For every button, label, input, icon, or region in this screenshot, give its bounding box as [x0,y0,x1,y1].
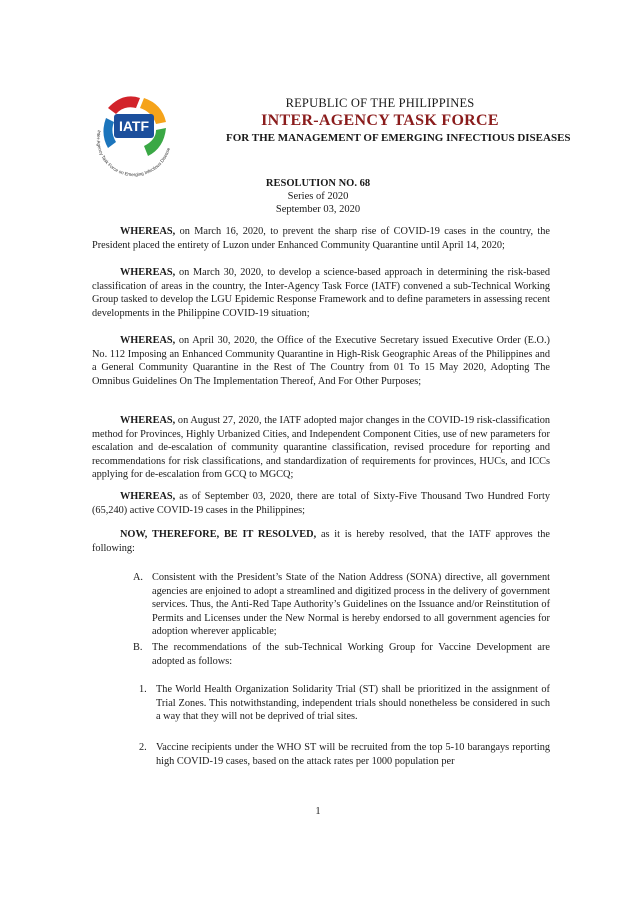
item-text: The World Health Organization Solidarity Trial (ST) shall be prioritized in the assignment of Trial Zones. This notwithstanding, independent trials should nonetheless be considered in such a way that they will not be deprived of trial sites. [156,684,550,722]
page-number: 1 [315,806,321,817]
republic-heading: REPUBLIC OF THE PHILIPPINES [285,96,475,110]
whereas-clause: WHEREAS, on March 30, 2020, to develop a science-based approach in determining the risk-based classification of areas in the country, the Inter-Agency Task Force (IATF) convened a sub-Technical Working Group tasked to develop the LGU Epidemic Response Framework and to define parameters in assessing recent developments in the Philippine COVID-19 situation; [92,267,550,319]
iatf-emblem-icon [78,78,188,188]
resolution-block [0,177,636,216]
resolution-number: RESOLUTION NO. 68 [265,178,371,189]
document-header [190,96,570,144]
numbered-item [139,741,550,768]
list-item [133,571,550,639]
item-text: The recommendations of the sub-Technical Working Group for Vaccine Development are adopted as follows: [152,642,550,667]
whereas-clause: WHEREAS, on April 30, 2020, the Office of the Executive Secretary issued Executive Order (E.O.) No. 112 Imposing an Enhanced Community Quarantine in High-Risk Geographic Areas of the Philippines and a General Community Quarantine in the Rest of The Country from 01 To 15 May 2020, Adopting The Omnibus Guidelines On The Implementation Thereof, And For Other Purposes; [92,335,550,387]
whereas-clause: WHEREAS, as of September 03, 2020, there are total of Sixty-Five Thousand Two Hundred Forty (65,240) active COVID-19 cases in the Philippines; [92,491,550,516]
svg-text:Inter-Agency Task Force on Eme: Inter-Agency Task Force on Emerging Infectious Disease [95,129,171,178]
item-marker: 1. [139,684,147,695]
item-marker: A. [133,572,144,583]
item-marker: 2. [139,742,147,753]
item-text: Consistent with the President’s State of the Nation Address (SONA) directive, all government agencies are enjoined to adopt a streamlined and digitized process in the delivery of government services. Thus, the Anti-Red Tape Authority’s Guidelines on the Issuance and/or Reinstitution of Permits and Licenses under the New Normal is hereby endorsed to all government agencies for adoption wherever applicable; [152,572,550,637]
agency-subheading: FOR THE MANAGEMENT OF EMERGING INFECTIOUS DISEASES [226,132,571,144]
agency-heading: INTER-AGENCY TASK FORCE [261,112,499,129]
whereas-clause: WHEREAS, on August 27, 2020, the IATF adopted major changes in the COVID-19 risk-classification method for Provinces, Highly Urbanized Cities, and Independent Component Cities, use of new parameters for escalation and de-escalation of community quarantine classification, revised procedure for reporting and recommendations for risk classifications, and standardization of requirements for provinces, HUCs, and ICCs applying for de-escalation from GCQ to MGCQ; [92,415,550,480]
numbered-item [139,683,550,724]
svg-text:IATF: IATF [118,118,150,134]
resolution-date: September 03, 2020 [275,204,361,215]
whereas-clause: WHEREAS, on March 16, 2020, to prevent the sharp rise of COVID-19 cases in the country, the President placed the entirety of Luzon under Enhanced Community Quarantine until April 14, 2020; [92,226,550,251]
resolved-clause: NOW, THEREFORE, BE IT RESOLVED, as it is hereby resolved, that the IATF approves the following: [92,529,550,554]
item-marker: B. [133,642,143,653]
iatf-logo [78,78,188,188]
resolution-series: Series of 2020 [287,191,349,202]
item-text: Vaccine recipients under the WHO ST will be recruited from the top 5-10 barangays reporting high COVID-19 cases, based on the attack rates per 1000 population per [156,742,550,767]
list-item [133,641,550,668]
